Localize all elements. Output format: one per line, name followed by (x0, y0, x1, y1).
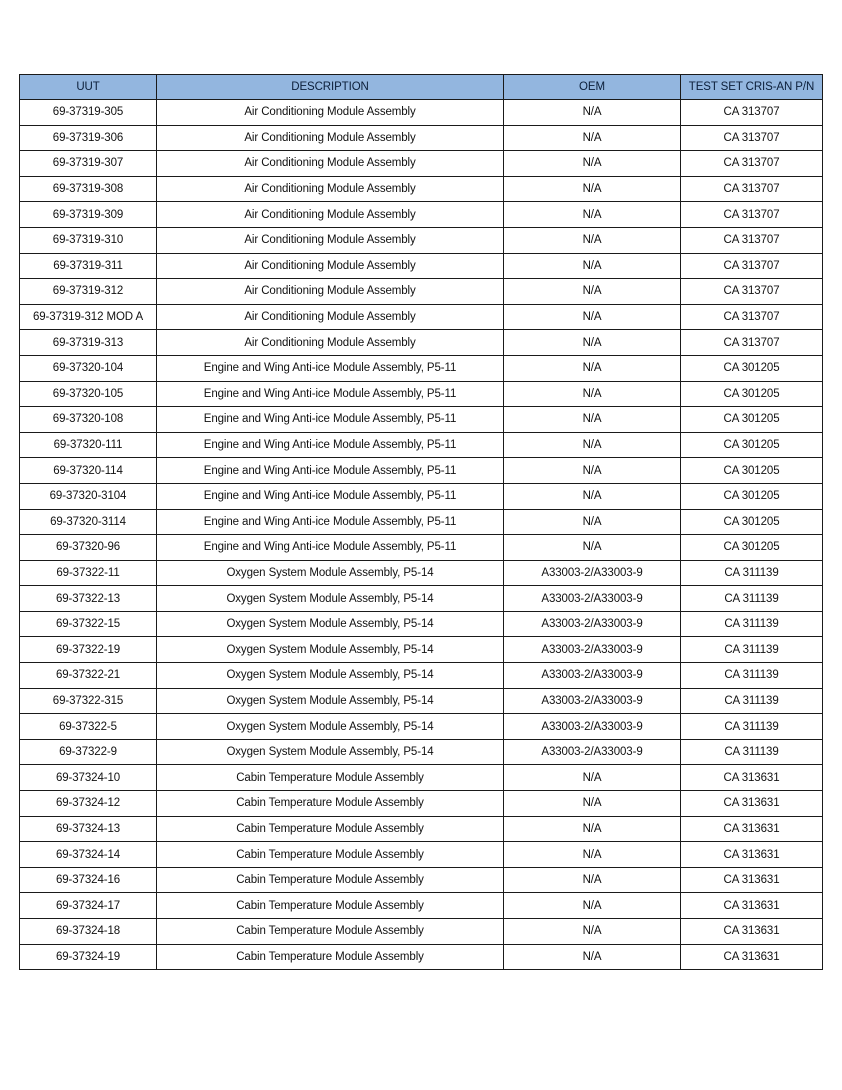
cell-test-set: CA 313707 (681, 202, 823, 228)
table-row (20, 458, 823, 484)
cell-test-set: CA 301205 (681, 483, 823, 509)
parts-table (19, 74, 823, 970)
cell-test-set: CA 311139 (681, 611, 823, 637)
table-row (20, 919, 823, 945)
cell-uut: 69-37322-13 (20, 586, 157, 612)
table-row (20, 739, 823, 765)
cell-uut: 69-37324-12 (20, 791, 157, 817)
header-oem: OEM (504, 75, 681, 100)
cell-test-set: CA 313631 (681, 816, 823, 842)
table-row (20, 304, 823, 330)
cell-oem: N/A (504, 202, 681, 228)
cell-uut: 69-37319-312 (20, 279, 157, 305)
cell-uut: 69-37320-114 (20, 458, 157, 484)
table-row (20, 125, 823, 151)
cell-uut: 69-37324-18 (20, 919, 157, 945)
cell-uut: 69-37319-313 (20, 330, 157, 356)
cell-description: Air Conditioning Module Assembly (157, 253, 504, 279)
cell-oem: N/A (504, 432, 681, 458)
cell-description: Air Conditioning Module Assembly (157, 125, 504, 151)
cell-oem: N/A (504, 944, 681, 970)
cell-description: Air Conditioning Module Assembly (157, 304, 504, 330)
cell-uut: 69-37324-19 (20, 944, 157, 970)
table-row (20, 842, 823, 868)
cell-oem: N/A (504, 279, 681, 305)
cell-description: Air Conditioning Module Assembly (157, 151, 504, 177)
cell-test-set: CA 301205 (681, 458, 823, 484)
table-row (20, 330, 823, 356)
cell-oem: A33003-2/A33003-9 (504, 688, 681, 714)
cell-oem: N/A (504, 509, 681, 535)
cell-description: Air Conditioning Module Assembly (157, 227, 504, 253)
cell-description: Cabin Temperature Module Assembly (157, 842, 504, 868)
table-row (20, 483, 823, 509)
cell-oem: N/A (504, 100, 681, 126)
cell-uut: 69-37320-108 (20, 407, 157, 433)
table-row (20, 791, 823, 817)
table-row (20, 867, 823, 893)
cell-oem: N/A (504, 765, 681, 791)
cell-oem: N/A (504, 483, 681, 509)
cell-description: Engine and Wing Anti-ice Module Assembly, P5-11 (157, 509, 504, 535)
cell-uut: 69-37322-21 (20, 663, 157, 689)
cell-description: Oxygen System Module Assembly, P5-14 (157, 688, 504, 714)
cell-oem: N/A (504, 330, 681, 356)
cell-test-set: CA 313631 (681, 791, 823, 817)
cell-test-set: CA 301205 (681, 509, 823, 535)
table-row (20, 560, 823, 586)
cell-oem: N/A (504, 535, 681, 561)
table-header (20, 75, 823, 100)
table-row (20, 586, 823, 612)
cell-test-set: CA 313707 (681, 151, 823, 177)
cell-oem: N/A (504, 791, 681, 817)
cell-description: Oxygen System Module Assembly, P5-14 (157, 611, 504, 637)
cell-oem: N/A (504, 381, 681, 407)
cell-description: Oxygen System Module Assembly, P5-14 (157, 586, 504, 612)
cell-uut: 69-37319-311 (20, 253, 157, 279)
cell-oem: N/A (504, 816, 681, 842)
cell-description: Engine and Wing Anti-ice Module Assembly, P5-11 (157, 483, 504, 509)
cell-test-set: CA 311139 (681, 637, 823, 663)
cell-test-set: CA 313631 (681, 944, 823, 970)
cell-test-set: CA 313707 (681, 227, 823, 253)
table-row (20, 100, 823, 126)
cell-oem: N/A (504, 355, 681, 381)
cell-oem: A33003-2/A33003-9 (504, 663, 681, 689)
cell-oem: N/A (504, 151, 681, 177)
cell-uut: 69-37319-309 (20, 202, 157, 228)
table-row (20, 637, 823, 663)
cell-description: Air Conditioning Module Assembly (157, 176, 504, 202)
table-row (20, 253, 823, 279)
table-row (20, 714, 823, 740)
cell-oem: A33003-2/A33003-9 (504, 586, 681, 612)
cell-oem: N/A (504, 125, 681, 151)
cell-uut: 69-37324-16 (20, 867, 157, 893)
cell-uut: 69-37322-315 (20, 688, 157, 714)
cell-description: Engine and Wing Anti-ice Module Assembly, P5-11 (157, 432, 504, 458)
cell-description: Oxygen System Module Assembly, P5-14 (157, 739, 504, 765)
cell-test-set: CA 311139 (681, 560, 823, 586)
cell-test-set: CA 313707 (681, 304, 823, 330)
cell-description: Cabin Temperature Module Assembly (157, 791, 504, 817)
cell-description: Air Conditioning Module Assembly (157, 202, 504, 228)
cell-test-set: CA 313631 (681, 842, 823, 868)
cell-test-set: CA 311139 (681, 688, 823, 714)
cell-uut: 69-37324-17 (20, 893, 157, 919)
cell-test-set: CA 301205 (681, 535, 823, 561)
cell-oem: N/A (504, 253, 681, 279)
cell-description: Air Conditioning Module Assembly (157, 100, 504, 126)
table-row (20, 407, 823, 433)
cell-oem: N/A (504, 867, 681, 893)
cell-oem: A33003-2/A33003-9 (504, 560, 681, 586)
cell-test-set: CA 313707 (681, 125, 823, 151)
cell-oem: N/A (504, 227, 681, 253)
cell-oem: N/A (504, 458, 681, 484)
table-row (20, 509, 823, 535)
cell-oem: N/A (504, 842, 681, 868)
cell-description: Oxygen System Module Assembly, P5-14 (157, 714, 504, 740)
cell-description: Oxygen System Module Assembly, P5-14 (157, 663, 504, 689)
cell-uut: 69-37322-15 (20, 611, 157, 637)
header-uut: UUT (20, 75, 157, 100)
header-description: DESCRIPTION (157, 75, 504, 100)
table-row (20, 663, 823, 689)
cell-oem: N/A (504, 919, 681, 945)
cell-oem: N/A (504, 893, 681, 919)
cell-oem: N/A (504, 407, 681, 433)
cell-description: Cabin Temperature Module Assembly (157, 867, 504, 893)
table-row (20, 535, 823, 561)
cell-test-set: CA 301205 (681, 381, 823, 407)
cell-uut: 69-37324-10 (20, 765, 157, 791)
cell-test-set: CA 311139 (681, 714, 823, 740)
cell-uut: 69-37319-307 (20, 151, 157, 177)
cell-description: Engine and Wing Anti-ice Module Assembly, P5-11 (157, 355, 504, 381)
table-row (20, 227, 823, 253)
cell-uut: 69-37319-306 (20, 125, 157, 151)
cell-uut: 69-37320-3104 (20, 483, 157, 509)
cell-oem: N/A (504, 176, 681, 202)
cell-test-set: CA 313707 (681, 330, 823, 356)
cell-uut: 69-37319-310 (20, 227, 157, 253)
table-row (20, 611, 823, 637)
cell-description: Engine and Wing Anti-ice Module Assembly, P5-11 (157, 458, 504, 484)
table-row (20, 432, 823, 458)
header-row (20, 75, 823, 100)
cell-description: Oxygen System Module Assembly, P5-14 (157, 637, 504, 663)
cell-uut: 69-37324-13 (20, 816, 157, 842)
cell-uut: 69-37320-3114 (20, 509, 157, 535)
cell-description: Engine and Wing Anti-ice Module Assembly, P5-11 (157, 381, 504, 407)
cell-description: Oxygen System Module Assembly, P5-14 (157, 560, 504, 586)
cell-test-set: CA 311139 (681, 663, 823, 689)
cell-oem: N/A (504, 304, 681, 330)
cell-test-set: CA 301205 (681, 355, 823, 381)
table-row (20, 816, 823, 842)
cell-oem: A33003-2/A33003-9 (504, 611, 681, 637)
cell-uut: 69-37324-14 (20, 842, 157, 868)
table-row (20, 355, 823, 381)
table-body (20, 100, 823, 970)
cell-description: Cabin Temperature Module Assembly (157, 919, 504, 945)
cell-uut: 69-37320-104 (20, 355, 157, 381)
cell-description: Air Conditioning Module Assembly (157, 330, 504, 356)
cell-uut: 69-37319-312 MOD A (20, 304, 157, 330)
cell-test-set: CA 313631 (681, 919, 823, 945)
cell-description: Cabin Temperature Module Assembly (157, 816, 504, 842)
cell-description: Cabin Temperature Module Assembly (157, 765, 504, 791)
cell-uut: 69-37320-111 (20, 432, 157, 458)
cell-uut: 69-37319-305 (20, 100, 157, 126)
cell-description: Cabin Temperature Module Assembly (157, 893, 504, 919)
cell-test-set: CA 313707 (681, 253, 823, 279)
table-row (20, 893, 823, 919)
cell-oem: A33003-2/A33003-9 (504, 739, 681, 765)
cell-description: Engine and Wing Anti-ice Module Assembly, P5-11 (157, 535, 504, 561)
cell-test-set: CA 313631 (681, 867, 823, 893)
cell-test-set: CA 313707 (681, 279, 823, 305)
table-row (20, 381, 823, 407)
cell-uut: 69-37322-5 (20, 714, 157, 740)
cell-test-set: CA 311139 (681, 739, 823, 765)
cell-test-set: CA 313631 (681, 765, 823, 791)
table-row (20, 176, 823, 202)
cell-uut: 69-37320-105 (20, 381, 157, 407)
table-row (20, 151, 823, 177)
cell-uut: 69-37322-19 (20, 637, 157, 663)
cell-description: Cabin Temperature Module Assembly (157, 944, 504, 970)
header-test-set: TEST SET CRIS-AN P/N (681, 75, 823, 100)
cell-oem: A33003-2/A33003-9 (504, 714, 681, 740)
cell-oem: A33003-2/A33003-9 (504, 637, 681, 663)
table-row (20, 202, 823, 228)
cell-description: Air Conditioning Module Assembly (157, 279, 504, 305)
cell-test-set: CA 313631 (681, 893, 823, 919)
cell-uut: 69-37319-308 (20, 176, 157, 202)
table-row (20, 279, 823, 305)
cell-test-set: CA 313707 (681, 100, 823, 126)
cell-uut: 69-37322-11 (20, 560, 157, 586)
cell-description: Engine and Wing Anti-ice Module Assembly, P5-11 (157, 407, 504, 433)
cell-test-set: CA 301205 (681, 407, 823, 433)
table-row (20, 944, 823, 970)
table-row (20, 688, 823, 714)
cell-test-set: CA 301205 (681, 432, 823, 458)
cell-test-set: CA 313707 (681, 176, 823, 202)
table-row (20, 765, 823, 791)
cell-uut: 69-37320-96 (20, 535, 157, 561)
cell-test-set: CA 311139 (681, 586, 823, 612)
cell-uut: 69-37322-9 (20, 739, 157, 765)
